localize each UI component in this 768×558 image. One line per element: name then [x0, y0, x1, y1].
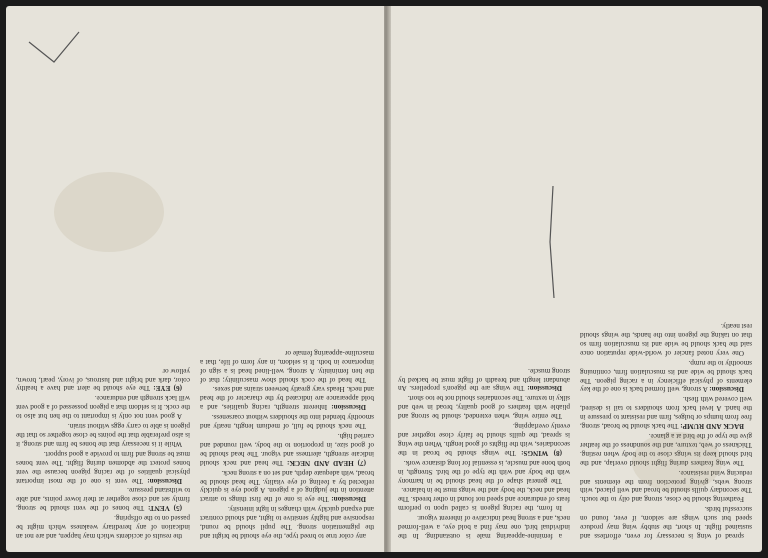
paragraph: The entire wing, when extended, should be strong and pliable with feathers of good quality, broad in web and silky in texture. The secondaries should not be too short.	[398, 394, 570, 421]
paragraph: (6) EYE: The eye should be alert and have a healthy color, dark and bright and lustrous, of ivory, pearl, brown, yellow or	[16, 366, 190, 393]
paragraph: (5) VENT: The bones of the vent should be strong, firmly set and close together at their lower points, and able to withstand pressure.	[16, 486, 190, 513]
paragraph: The head of the cock should show masculinity; that of the hen femininity. A strong, well-lined head is a sign of importance in both. It is seldom, in any form of life, that a masculine-appearing female or	[200, 348, 374, 384]
paper-stain	[632, 432, 722, 492]
paragraph: Feathering should be close, strong and oily to the touch. The secondary quills should be broad and well placed, with strong webs, giving protection from the elements and reducing wind resistance.	[580, 468, 752, 504]
paragraph: (8) WINGS: The wings should be broad in the secondaries, with the flights of good length. When the wing is spread, the quills should be fairly close together and evenly overlapping.	[398, 422, 570, 457]
left-page	[388, 6, 762, 552]
paragraph: While it is necessary that the bones be firm and strong, it is also preferable that the points be close together so that the pigeon is able to carry eggs without strain.	[16, 422, 190, 448]
paragraph: spread of wing is necessary for even, effortless and sustained flight. In short, the stubby wing may produce speed but such wings are seldom, if ever, found on successful birds.	[580, 505, 752, 540]
right-page-column-1	[200, 14, 374, 540]
right-page-column-2	[16, 14, 190, 540]
left-page-column-2	[398, 14, 570, 540]
paragraph: In form, the racing pigeon is called upon to perform feats of endurance and speed not found in other breeds. The head and neck, the body and the wings must be in balance.	[398, 486, 570, 513]
paper-stain	[54, 172, 164, 252]
paragraph: Discussion: A strong, well formed back is one of the key elements of physical efficiency in a racing pigeon. The back should be wide and its musculation firm, continuing smoothly to the rump.	[580, 358, 752, 394]
paragraph: A good vent not only is important to the hen but also to the cock. It is seldom that a pigeon possessed of a good vent will lack strength and endurance.	[16, 394, 190, 421]
right-page	[6, 6, 384, 552]
paragraph: any color true to breed type, the eye should be bright and the pigmentation strong. The pupil should be round, responsive and highly sensitive to light, and should contract and expand quickly with changes in light intensity.	[200, 505, 374, 540]
paragraph: Discussion: Inherent strength, racing qualities, and a bold appearance are indicated by the character of the head and neck. Heads vary greatly between strains and sexes.	[200, 385, 374, 412]
paragraph: (7) HEAD AND NECK: The head and neck should indicate strength, alertness and vigour. The head should be of good size, in proportion to the body, well rounded and carried high.	[200, 432, 374, 467]
paragraph: The general shape of the head should be in harmony with the body and with the type of the bird. Strength, in both bone and muscle, is essential for long distance work.	[398, 458, 570, 485]
paragraph: the results of accidents which may happen, and are not an indication of any hereditary weakness which might be passed on to the offspring.	[16, 514, 190, 540]
paragraph: BACK AND RUMP: The back should be broad, strong, free from humps or bulges, firm and resistant to pressure in the hand. A level back from shoulders to tail is desired, well covered with flesh.	[580, 395, 752, 431]
paragraph: One very noted fancier of world-wide reputation once said the back should be wide and its musculation firm so that on taking the pigeon into the hands, the wings should rest neatly.	[580, 322, 752, 357]
paragraph: The neck should be full, of medium length, neatly and smoothly blended into the shoulders without coarseness.	[200, 413, 374, 431]
paragraph: Discussion: The eye is one of the first things to attract attention in the judging of a pigeon. A good eye is quickly reflected by a feeling of eye vitality. The head should be broad, with adequate depth, and set on a strong neck.	[200, 468, 374, 504]
paragraph: Discussion: The wings are the pigeon's propellers. An abundant length and breadth of flight must be backed by strong muscle.	[398, 366, 570, 393]
paragraph: Discussion: The vent is one of the most important physical qualities of the racing pigeon because the vent bones protect the abdomen during flight. The vent bones must be strong and firm to provide a good support.	[16, 449, 190, 485]
paragraph: a feminine-appearing male is outstanding. In the individual bird, one may find a bold eye, a well-formed neck, and a strong head indicative of inherent vigour.	[398, 514, 570, 540]
paragraph: The wing feathers during flight should overlap, and the bird should keep its wings close to the body when resting. Thickness of web, texture, and the soundness of the feather give the type of the bird at a glance.	[580, 432, 752, 467]
